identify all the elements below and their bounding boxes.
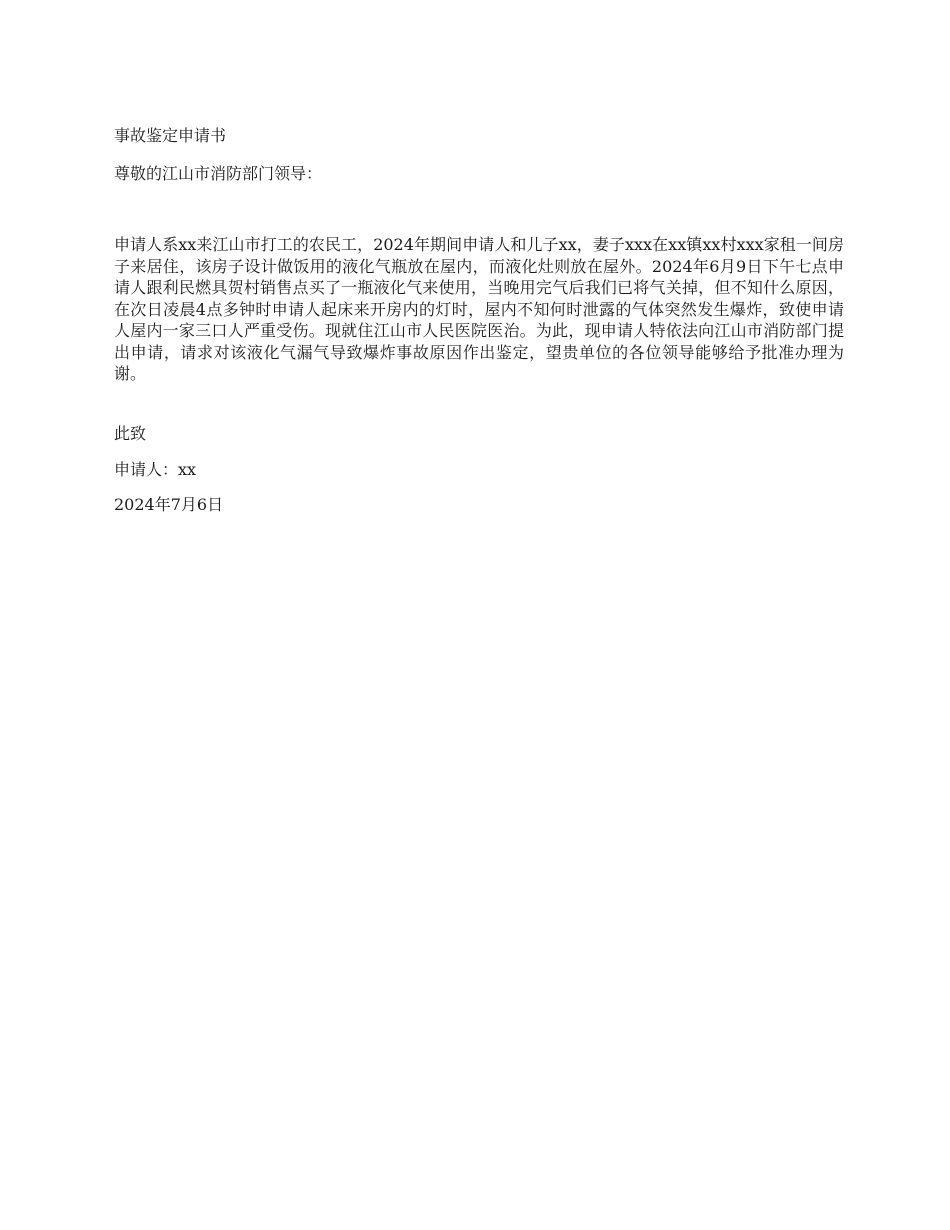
- document-title: 事故鉴定申请书: [114, 126, 227, 145]
- document-date: 2024年7月6日: [114, 495, 224, 514]
- applicant-signature: 申请人：xx: [114, 460, 197, 479]
- closing-phrase: 此致: [114, 424, 147, 443]
- salutation: 尊敬的江山市消防部门领导：: [114, 164, 323, 183]
- body-paragraph: 申请人系xx来江山市打工的农民工，2024年期间申请人和儿子xx，妻子xxx在xx镇xx村xxx家租一间房子来居住，该房子设计做饭用的液化气瓶放在屋内，而液化灶则放在屋外。2024年6月9日下午七点申请人跟利民燃具贺村销售点买了一瓶液化气来使用，当晚用完气后我们已将气关掉，但不知什么原因，在次日凌晨4点多钟时申请人起床来开房内的灯时，屋内不知何时泄露的气体突然发生爆炸，致使申请人屋内一家三口人严重受伤。现就住江山市人民医院医治。为此，现申请人特依法向江山市消防部门提出申请，请求对该液化气漏气导致爆炸事故原因作出鉴定，望贵单位的各位领导能够给予批准办理为谢。: [114, 235, 844, 383]
